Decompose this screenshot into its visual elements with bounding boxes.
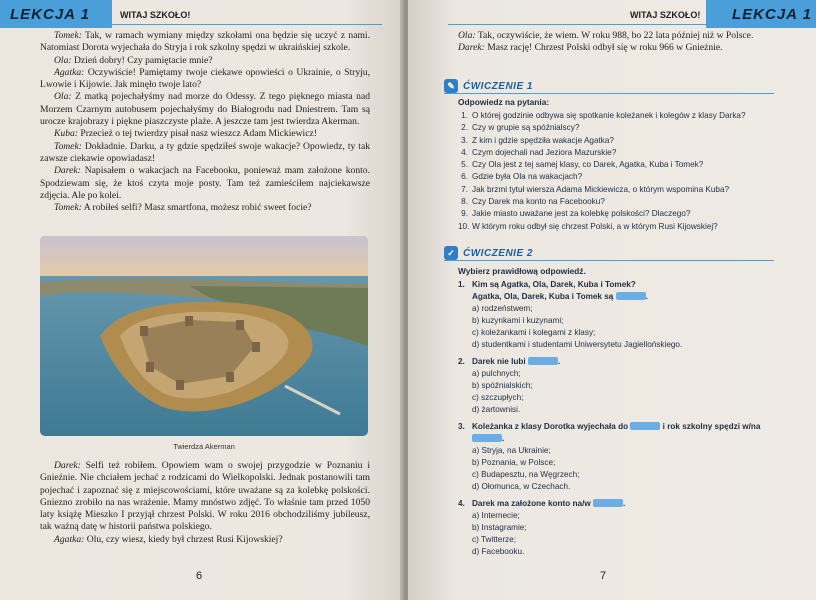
question-item: [458, 171, 778, 183]
question-stem: 2. Darek nie lubi .: [458, 357, 561, 366]
line-text: Masz rację! Chrzest Polski odbył się w roku 966 w Gnieźnie.: [484, 42, 723, 54]
choice-question: [458, 279, 778, 351]
question-text: Czy Ola jest z tej samej klasy, co Darek, Agatka, Kuba i Tomek?: [472, 160, 704, 170]
answer-option[interactable]: b) spóźnialskich;: [472, 381, 533, 390]
dialogue-line: [40, 91, 370, 128]
line-text: Tak, oczywiście, że wiem. W roku 988, bo 22 lata później niż w Polsce.: [475, 30, 754, 41]
question-number: 5.: [461, 160, 468, 170]
question-text: Gdzie była Ola na wakacjach?: [472, 172, 583, 182]
dialogue-line: [40, 165, 370, 202]
left-page: [0, 0, 404, 600]
page-number-right: 7: [600, 570, 607, 582]
line-text: A robiłeś selfi? Masz smartfona, możesz robić sweet focie?: [81, 202, 312, 214]
question-number: 6.: [461, 172, 468, 182]
answer-option[interactable]: d) studentkami i studentami Uniwersytetu Jagiellońskiego.: [472, 340, 683, 349]
question-number: 8.: [461, 197, 468, 207]
line-text: Napisałem o wakacjach na Facebooku, ponieważ mam założone konto. Spodziewam się, że ktoś czyta moje posty. Tam też zamieściłem najciekawsze zdjęcia. Ale po kolei.: [40, 165, 370, 201]
choice-question: [458, 498, 778, 558]
question-stem: 4. Darek ma założone konto na/w .: [458, 499, 626, 508]
checklist-icon: ✓: [444, 246, 458, 260]
exercise-1-rule: [444, 93, 774, 94]
exercise-1-instruction: Odpowiedz na pytania:: [458, 97, 550, 107]
exercise-2-title: ĆWICZENIE 2: [463, 247, 533, 259]
answer-option[interactable]: b) Instagramie;: [472, 523, 527, 532]
question-item: [458, 221, 778, 233]
exercise-1-header: [444, 79, 533, 93]
question-item: [458, 122, 778, 134]
fortress-photo: [40, 236, 368, 436]
speaker-name: Tomek:: [54, 140, 82, 152]
dialogue-line: [40, 55, 370, 67]
question-stem: 3. Koleżanka z klasy Dorotka wyjechała do i rok szkolny spędzi w/na .: [458, 422, 761, 443]
dialogue-line: [444, 30, 774, 42]
question-number: 9.: [461, 209, 468, 219]
speech-icon: ✎: [444, 79, 458, 93]
lesson-tab-left: LEKCJA 1: [0, 0, 112, 28]
question-item: [458, 147, 778, 159]
running-title-left: WITAJ SZKOŁO!: [120, 10, 191, 20]
answer-option[interactable]: c) koleżankami i kolegami z klasy;: [472, 328, 596, 337]
speaker-name: Darek:: [54, 460, 81, 471]
question-text: Czy w grupie są spóźnialscy?: [472, 123, 580, 133]
speaker-name: Darek:: [458, 42, 485, 54]
choice-question: [458, 421, 778, 493]
answer-option[interactable]: b) kuzynkami i kuzynami;: [472, 316, 564, 325]
answer-option[interactable]: a) Stryja, na Ukrainie;: [472, 446, 551, 455]
question-text: Z kim i gdzie spędziła wakacje Agatka?: [472, 135, 614, 145]
speaker-name: Ola:: [54, 91, 72, 103]
answer-blank[interactable]: [528, 357, 558, 365]
question-number: 1.: [461, 111, 468, 120]
choice-question: [458, 356, 778, 416]
answer-blank[interactable]: [472, 434, 502, 442]
dialogue-line: [40, 141, 370, 166]
answer-option[interactable]: a) Internecie;: [472, 511, 520, 520]
question-item: [458, 110, 778, 122]
question-item: [458, 196, 778, 208]
question-number: 10.: [458, 221, 470, 231]
speaker-name: Agatka:: [54, 66, 85, 78]
exercise-2-header: [444, 246, 533, 260]
dialogue-text-bottom: [40, 460, 370, 546]
answer-option[interactable]: c) Twitterze;: [472, 535, 516, 544]
dialogue-line: [40, 30, 370, 55]
question-text: Jak brzmi tytuł wiersza Adama Mickiewicza, o którym wspomina Kuba?: [472, 184, 730, 194]
question-number: 2.: [461, 123, 468, 133]
page-number-left: 6: [196, 570, 203, 582]
dialogue-line: [444, 42, 774, 54]
question-item: [458, 135, 778, 147]
exercise-1-title: ĆWICZENIE 1: [463, 80, 533, 92]
line-text: Selfi też robiłem. Opowiem wam o swojej przygodzie w Poznaniu i Gnieźnie. Nie chciałem jechać z rodzicami do Wielkopolski. Jednak postanowili tam pojechać i zapoznać się z miejscowościami, które uważane są za kolebkę polskości. Gniezno zrobiło na nas wrażenie. Mamy mnóstwo zdjęć. To właśnie tam przed 1050 laty książę Mieszko I przyjął chrzest Polski. W roku 2016 obchodziliśmy jubileusz, tak ważną datę w historii państwa polskiego.: [40, 460, 370, 533]
speaker-name: Darek:: [54, 165, 81, 177]
speaker-name: Ola:: [54, 54, 72, 66]
dialogue-line: [40, 67, 370, 92]
line-text: Tak, w ramach wymiany między szkołami ona będzie się uczyć z nami. Natomiast Dorota wyjechała do Stryja i rok szkolny spędzi w ukraińskiej szkole.: [40, 30, 370, 54]
lesson-tab-right: LEKCJA 1: [706, 0, 816, 28]
speaker-name: Ola:: [458, 30, 476, 41]
question-number: 4.: [458, 499, 465, 508]
right-page: [408, 0, 816, 600]
question-number: 3.: [458, 422, 465, 431]
answer-option[interactable]: a) pulchnych;: [472, 369, 521, 378]
stem-text: Kim są Agatka, Ola, Darek, Kuba i Tomek?: [472, 280, 636, 289]
speaker-name: Tomek:: [54, 30, 82, 41]
exercise-2-rule: [444, 260, 774, 261]
dialogue-text-continued: [444, 30, 774, 55]
answer-blank[interactable]: [593, 499, 623, 507]
answer-option[interactable]: a) rodzeństwem;: [472, 304, 533, 313]
question-text: Jakie miasto uważane jest za kolebkę polskości? Dlaczego?: [472, 209, 691, 219]
stem-text: Koleżanka z klasy Dorotka wyjechała do: [472, 422, 629, 431]
question-number: 7.: [461, 184, 468, 194]
stem-text: Darek nie lubi: [472, 357, 526, 366]
dialogue-line: [40, 128, 370, 140]
question-text: Czy Darek ma konto na Facebooku?: [472, 197, 605, 207]
running-title-right: WITAJ SZKOŁO!: [630, 10, 701, 20]
question-number: 2.: [458, 357, 465, 366]
question-number: 4.: [461, 147, 468, 157]
question-item: [458, 159, 778, 171]
question-number: 1.: [458, 280, 465, 289]
stem-text-mid: i rok szkolny spędzi w/na: [660, 422, 761, 431]
question-number: 3.: [461, 135, 468, 145]
speaker-name: Agatka:: [54, 533, 85, 545]
answer-option[interactable]: d) Facebooku.: [472, 547, 525, 556]
answer-blank[interactable]: [616, 292, 646, 300]
speaker-name: Tomek:: [54, 202, 82, 214]
line-text: Oczywiście! Pamiętamy twoje ciekawe opowieści o Ukrainie, o Stryju, Lwowie i Kijowie. Jak minęło twoje lato?: [40, 66, 370, 91]
exercise-2-instruction: Wybierz prawidłową odpowiedź.: [458, 266, 586, 276]
answer-option[interactable]: d) żartownisi.: [472, 405, 521, 414]
dialogue-line: [40, 202, 370, 214]
answer-option[interactable]: c) szczupłych;: [472, 393, 524, 402]
line-text: Z matką pojechałyśmy nad morze do Odessy. Z tego pięknego miasta nad Morzem Czarnym autobusem pojechałyśmy do Białogrodu nad Dniestrem. Tam są urocze krajobrazy i piękne piaszczyste plaże. A jeszcze tam jest twierdza Akerman.: [40, 91, 370, 128]
question-stem: 1. Kim są Agatka, Ola, Darek, Kuba i Tomek? Agatka, Ola, Darek, Kuba i Tomek są .: [458, 280, 648, 301]
dialogue-line: [40, 534, 370, 546]
exercise-1-questions: [458, 110, 778, 233]
header-rule-right: [448, 24, 708, 25]
answer-blank[interactable]: [630, 422, 660, 430]
line-text: Olu, czy wiesz, kiedy był chrzest Rusi Kijowskiej?: [84, 533, 283, 545]
answer-option[interactable]: b) Poznania, w Polsce;: [472, 458, 556, 467]
question-text: Czym dojechali nad Jeziora Mazurskie?: [472, 147, 617, 157]
dialogue-line: [40, 460, 370, 534]
header-rule-left: [112, 24, 382, 25]
answer-option[interactable]: d) Ołomunca, w Czechach.: [472, 482, 571, 491]
line-text: Dokładnie. Darku, a ty gdzie spędziłeś swoje wakacje? Opowiedz, ty tak zawsze ciekawie opowiadasz!: [40, 140, 370, 164]
line-text: Przecież o tej twierdzy pisał nasz wieszcz Adam Mickiewicz!: [77, 128, 317, 140]
question-text: W którym roku odbył się chrzest Polski, a w którym Rusi Kijowskiej?: [472, 221, 718, 231]
dialogue-text-top: [40, 30, 370, 214]
line-text: Dzień dobry! Czy pamiętacie mnie?: [71, 54, 213, 66]
question-item: [458, 184, 778, 196]
question-text: O której godzinie odbywa się spotkanie koleżanek i kolegów z klasy Darka?: [472, 111, 746, 120]
question-item: [458, 208, 778, 220]
stem-text: Darek ma założone konto na/w: [472, 499, 591, 508]
stem-text-2: Agatka, Ola, Darek, Kuba i Tomek są: [472, 292, 616, 301]
speaker-name: Kuba:: [54, 128, 78, 140]
photo-caption: Twierdza Akerman: [173, 442, 235, 451]
answer-option[interactable]: c) Budapesztu, na Węgrzech;: [472, 470, 580, 479]
exercise-2-items: [458, 274, 778, 558]
